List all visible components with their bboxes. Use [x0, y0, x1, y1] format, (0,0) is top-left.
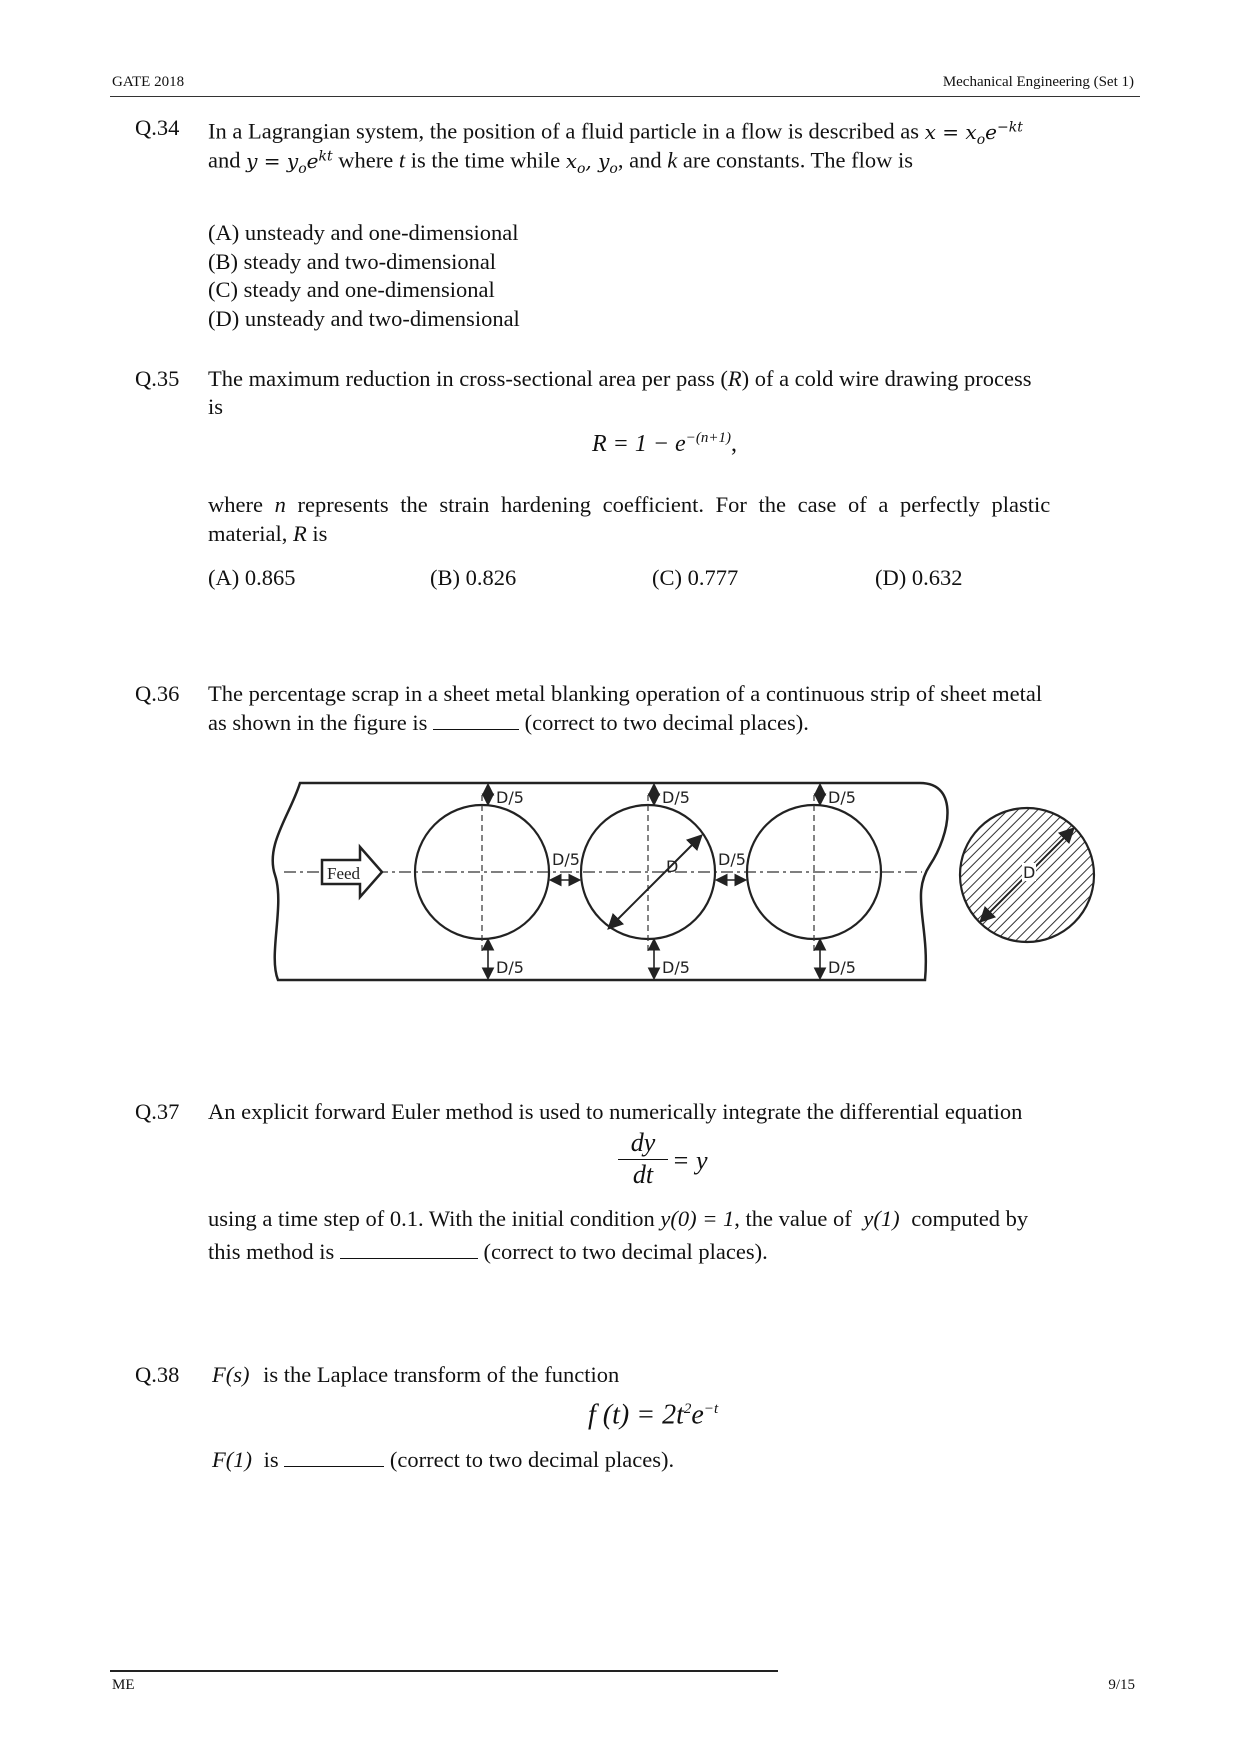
question-text-where2: material, R is	[208, 521, 328, 546]
question-text-intro: An explicit forward Euler method is used to numerically integrate the differential equation	[208, 1099, 1023, 1124]
question-number: Q.38	[135, 1362, 180, 1387]
equation-ft: f $(t) = 2t^2e^{-t}$	[588, 1399, 719, 1431]
option-b: (B) 0.826	[430, 565, 517, 590]
bottom-label-3: D/5	[828, 958, 856, 977]
option-d: (D) 0.632	[875, 565, 963, 590]
question-text-line2: and $y = y_oe^{kt}$ where t is the time while $x_o$, $y_o$, and k are constants. The flow is	[208, 147, 914, 177]
blank-diameter-label: D	[1023, 863, 1036, 882]
page-number: 9/15	[1108, 1677, 1135, 1693]
question-text-line1: The maximum reduction in cross-sectional area per pass (R) of a cold wire drawing process	[208, 366, 1032, 391]
top-label-1: D/5	[496, 788, 524, 807]
option-a: (A) unsteady and one-dimensional	[208, 220, 519, 245]
answer-blank	[433, 711, 519, 730]
bottom-label-1: D/5	[496, 958, 524, 977]
header-rule	[110, 96, 1140, 97]
option-a: (A) 0.865	[208, 565, 296, 590]
question-text-line1: In a Lagrangian system, the position of a fluid particle in a flow is described as $x = x_oe^{-kt}$	[208, 118, 1023, 148]
top-label-2: D/5	[662, 788, 690, 807]
footer-left: ME	[112, 1677, 135, 1693]
question-text: F(s) is the Laplace transform of the function	[212, 1362, 620, 1387]
answer-blank	[340, 1240, 478, 1259]
option-b: (B) steady and two-dimensional	[208, 249, 497, 274]
gap-label-1: D/5	[552, 850, 580, 869]
option-d: (D) unsteady and two-dimensional	[208, 306, 520, 331]
question-text-line2: as shown in the figure is (correct to two decimal places).	[208, 710, 809, 735]
diameter-arrow	[610, 837, 700, 927]
equation-rhs: = y	[672, 1146, 708, 1175]
blanking-strip-figure	[270, 775, 1110, 995]
option-c: (C) steady and one-dimensional	[208, 277, 495, 302]
question-text-line2: is	[208, 394, 224, 419]
equation-reduction: $R = 1 - e^{-(n+1)}$,	[592, 430, 737, 457]
question-text-line2: F(1) is (correct to two decimal places).	[212, 1447, 675, 1472]
diameter-label: D	[666, 857, 679, 876]
answer-blank	[284, 1448, 384, 1467]
option-c: (C) 0.777	[652, 565, 739, 590]
question-text-line: using a time step of 0.1. With the initial condition y(0) = 1, the value of y(1) computed by	[208, 1206, 1029, 1231]
question-text-line2: this method is (correct to two decimal places).	[208, 1239, 768, 1264]
question-number: Q.34	[135, 115, 180, 140]
header-right: Mechanical Engineering (Set 1)	[942, 74, 1134, 90]
header-left: GATE 2018	[112, 74, 185, 90]
question-number: Q.35	[135, 366, 180, 391]
question-number: Q.36	[135, 681, 180, 706]
fraction-dy-dt: $\frac{dy}{dt}$	[618, 1128, 668, 1189]
question-text-where: where n represents the strain hardening coefficient. For the case of a perfectly plastic	[208, 492, 1051, 517]
top-label-3: D/5	[828, 788, 856, 807]
question-text-line1: The percentage scrap in a sheet metal blanking operation of a continuous strip of sheet metal	[208, 681, 1043, 706]
bottom-label-2: D/5	[662, 958, 690, 977]
feed-label: Feed	[327, 864, 361, 883]
footer-rule	[110, 1670, 778, 1672]
gap-label-2: D/5	[718, 850, 746, 869]
question-number: Q.37	[135, 1099, 180, 1124]
